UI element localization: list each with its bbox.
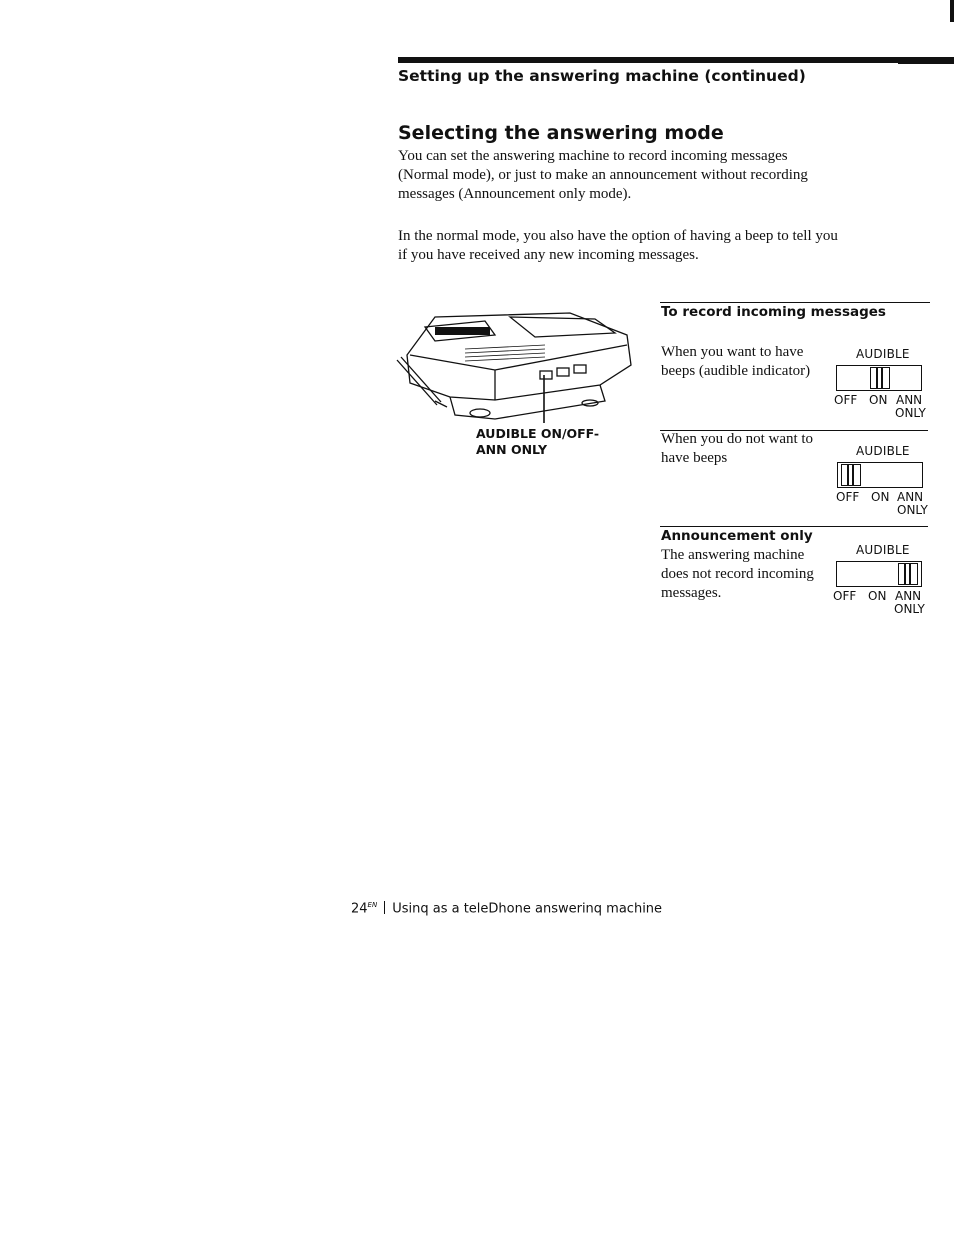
intro-paragraph-1: You can set the answering machine to record incoming messages (Normal mode), or just to make an announcement without recording messages (Announcement only mode). — [398, 148, 808, 202]
page-number: 24 — [351, 901, 368, 917]
answering-machine-illustration — [395, 305, 640, 430]
record-heading: To record incoming messages — [661, 304, 886, 320]
section-rule — [660, 302, 930, 303]
switch-track — [836, 365, 922, 391]
device-switch-label: AUDIBLE ON/OFF- ANN ONLY — [476, 426, 600, 457]
section-heading: Setting up the answering machine (continued) — [398, 67, 806, 85]
with-beeps-text: When you want to have beeps (audible indicator) — [661, 344, 811, 379]
switch-track — [836, 561, 922, 587]
switch-track — [837, 462, 923, 488]
footer-separator — [384, 901, 385, 914]
page-footer — [351, 901, 662, 916]
header-rule — [398, 57, 954, 63]
page-edge-mark — [950, 0, 954, 22]
switch-diagram-ann-only: AUDIBLE OFF ON ANN ONLY — [833, 543, 925, 616]
page-title: Selecting the answering mode — [398, 122, 724, 144]
section-rule — [660, 526, 928, 527]
switch-knob — [841, 464, 861, 486]
announcement-heading: Announcement only — [661, 528, 813, 544]
announcement-text: The answering machine does not record incoming messages. — [661, 547, 814, 601]
page-number-suffix: EN — [367, 901, 378, 909]
intro-paragraph-2: In the normal mode, you also have the option of having a beep to tell you if you have received any new incoming messages. — [398, 228, 838, 263]
without-beeps-text: When you do not want to have beeps — [661, 431, 814, 466]
switch-diagram-on: AUDIBLE OFF ON ANN ONLY — [834, 347, 926, 420]
switch-diagram-off: AUDIBLE OFF ON ANN ONLY — [836, 444, 928, 517]
switch-knob — [898, 563, 918, 585]
footer-section-text: Usinq as a teleDhone answerinq machine — [392, 901, 663, 917]
switch-knob — [870, 367, 890, 389]
